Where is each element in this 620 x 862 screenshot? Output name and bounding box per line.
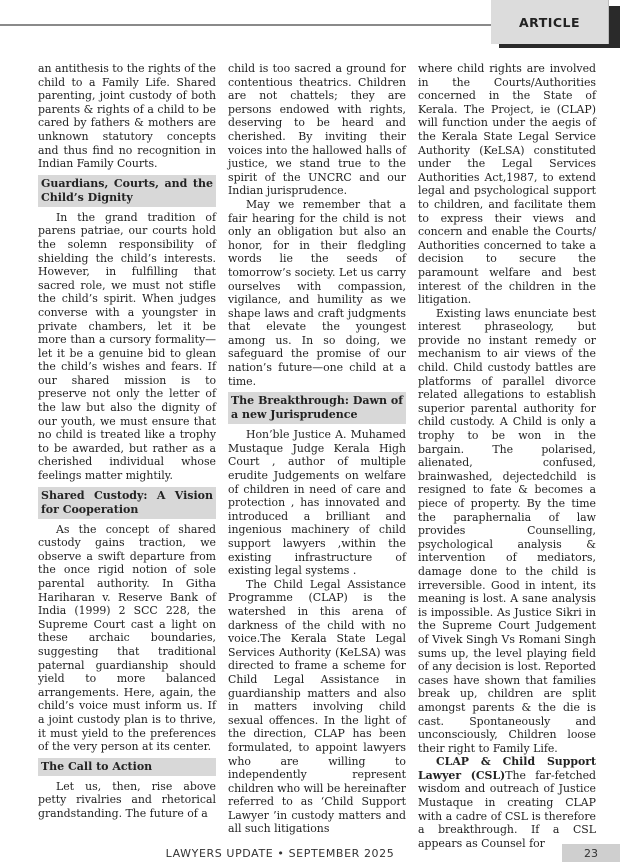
paragraph: In the grand tradition of parens patriae, our courts hold the solemn responsibility of shielding the child’s interests. However, in fulfilling that sacred role, we must not stifle the child’s spirit. When judges converse with a youngster in private chambers, let it be more than a cursory formality—let it be a genuine bid to glean the child’s wishes and fears. If our shared mission is to preserve not only the letter of the law but also the dignity of our youth, we must ensure that no child is treated like a trophy to be awarded, but rather as a cherished individual whose feelings matter mightily.: [38, 210, 216, 483]
section-tab: [491, 0, 620, 48]
section-heading: The Call to Action: [38, 758, 216, 776]
column-3: [418, 62, 596, 850]
page-footer: [0, 844, 620, 862]
section-heading: The Breakthrough: Dawn of a new Jurisprudence: [228, 392, 406, 424]
paragraph: Let us, then, rise above petty rivalries and rhetorical grandstanding. The future of a: [38, 779, 216, 820]
paragraph: [418, 755, 596, 850]
paragraph: Hon’ble Justice A. Muhamed Mustaque Judge Kerala High Court , author of multiple erudite Judgements on welfare of children in need of care and protection , has innovated and introduced a brilliant and ingenious machinery of child support lawyers ,within the existing infrastructure of existing legal systems .: [228, 428, 406, 578]
section-heading: Guardians, Courts, and the Child’s Dignity: [38, 175, 216, 207]
paragraph: Existing laws enunciate best interest phraseology, but provide no instant remedy or mechanism to air views of the child. Child custody battles are platforms of parallel divorce related allegations to establish superior parental authority for child custody. A Child is only a trophy to be won in the bargain. The polarised, alienated, confused, brainwashed, dejectedchild is resigned to fate & becomes a piece of property. By the time the paraphernalia of law provides Counselling, psychological analysis & intervention of mediators, damage done to the child is irreversible. Good in intent, its meaning is lost. A sane analysis is impossible. As Justice Sikri in the Supreme Court Judgement of Vivek Singh Vs Romani Singh sums up, the level playing field of any decision is lost. Reported cases have shown that families break up, children are split amongst parents & the die is cast. Spontaneously and unconsciously, Children loose their right to Family Life.: [418, 306, 596, 755]
paragraph-text: The far-fetched wisdom and outreach of Justice Mustaque in creating CLAP with a cadre of CSL is therefore a breakthrough. If a CSL appears as Counsel for: [418, 768, 597, 850]
paragraph: where child rights are involved in the Courts/Authorities concerned in the State of Kerala. The Project, ie (CLAP) will function under the aegis of the Kerala State Legal Service Authority (KeLSA) constituted under the Legal Services Authorities Act,1987, to extend legal and psychological support to children, and facilitate them to express their views and concern and enable the Courts/ Authorities concerned to take a decision to secure the paramount welfare and best interest of the children in the litigation.: [418, 62, 596, 307]
page-number: 23: [562, 844, 620, 862]
paragraph: As the concept of shared custody gains traction, we observe a swift departure from the once rigid notion of sole parental authority. In Githa Hariharan v. Reserve Bank of India (1999) 2 SCC 228, the Supreme Court cast a light on these archaic boundaries, suggesting that traditional paternal guardianship should yield to more balanced arrangements. Here, again, the child’s voice must inform us. If a joint custody plan is to thrive, it must yield to the preferences of the very person at its center.: [38, 522, 216, 754]
column-2: [228, 62, 406, 836]
top-rule: [0, 24, 492, 26]
publication-line: LAWYERS UPDATE • SEPTEMBER 2025: [165, 847, 395, 860]
column-1: [38, 62, 216, 821]
paragraph: The Child Legal Assistance Programme (CLAP) is the watershed in this arena of darkness of the child with no voice.The Kerala State Legal Services Authority (KeLSA) was directed to frame a scheme for Child Legal Assistance in guardianship matters and also in matters involving child sexual offences. In the light of the direction, CLAP has been formulated, to appoint lawyers who are willing to independently represent children who will be hereinafter referred to as ‘Child Support Lawyer ’in custody matters and all such litigations: [228, 577, 406, 836]
section-heading: Shared Custody: A Vision for Cooperation: [38, 487, 216, 519]
paragraph: an antithesis to the rights of the child to a Family Life. Shared parenting, joint custody of both parents & rights of a child to be cared by fathers & mothers are unknown statutory concepts and thus find no recognition in Indian Family Courts.: [38, 62, 216, 171]
paragraph: child is too sacred a ground for contentious theatrics. Children are not chattels; they are persons endowed with rights, deserving to be heard and cherished. By inviting their voices into the hallowed halls of justice, we stand true to the spirit of the UNCRC and our Indian jurisprudence.: [228, 62, 406, 198]
section-label: ARTICLE: [491, 0, 609, 44]
paragraph: May we remember that a fair hearing for the child is not only an obligation but also an honor, for in their fledgling words lie the seeds of tomorrow’s society. Let us carry ourselves with compassion, vigilance, and humility as we shape laws and craft judgments that elevate the youngest among us. In so doing, we safeguard the promise of our nation’s future—one child at a time.: [228, 197, 406, 388]
inline-subheading: CLAP & Child Support Lawyer (CSL): [418, 755, 596, 782]
